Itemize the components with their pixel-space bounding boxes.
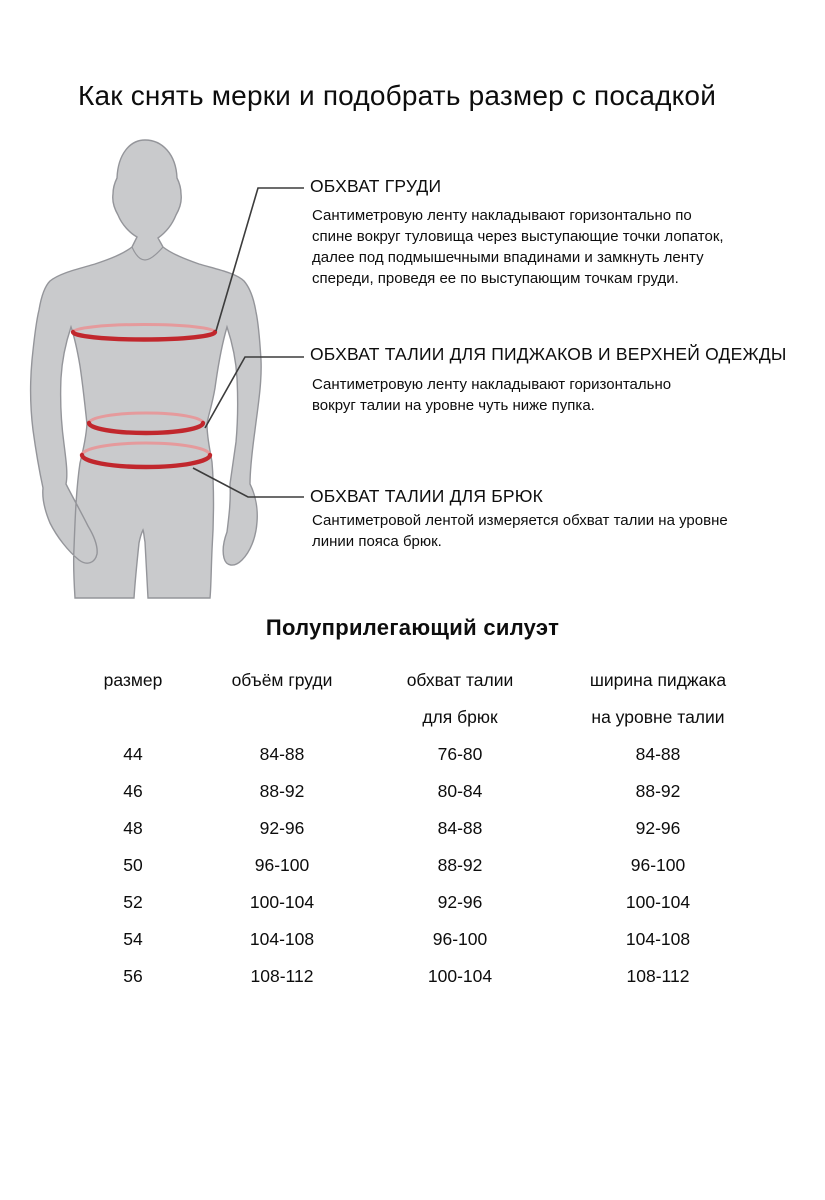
jacket-waist-section-description [312, 374, 671, 416]
table-cell: 92-96 [635, 818, 681, 838]
table-cell: 56 [123, 966, 143, 986]
trouser-waist-section-heading: ОБХВАТ ТАЛИИ ДЛЯ БРЮК [310, 486, 544, 506]
table-cell: 96-100 [254, 855, 310, 875]
jacket-waist-section-heading: ОБХВАТ ТАЛИИ ДЛЯ ПИДЖАКОВ И ВЕРХНЕЙ ОДЕЖДЫ [310, 344, 787, 364]
table-cell: 100-104 [427, 966, 493, 986]
table-cell: 92-96 [259, 818, 305, 838]
table-cell: 84-88 [259, 744, 305, 764]
table-cell: 48 [123, 818, 143, 838]
table-cell: 104-108 [249, 929, 315, 949]
column-header-trouser-waist: обхват талии [406, 670, 514, 690]
description-line: Сантиметровую ленту накладывают горизонтально [312, 376, 672, 393]
column-header-jacket-width-line2: на уровне талии [591, 707, 725, 727]
table-cell: 88-92 [259, 781, 305, 801]
table-title: Полуприлегающий силуэт [265, 615, 560, 640]
description-line: вокруг талии на уровне чуть ниже пупка. [312, 397, 595, 414]
description-line: линии пояса брюк. [312, 533, 442, 550]
table-cell: 96-100 [630, 855, 686, 875]
column-header-jacket-width: ширина пиджака [589, 670, 727, 690]
table-cell: 46 [123, 781, 143, 801]
table-cell: 92-96 [437, 892, 483, 912]
table-cell: 104-108 [625, 929, 691, 949]
table-cell: 88-92 [635, 781, 681, 801]
description-line: Сантиметровую ленту накладывают горизонтально по [312, 207, 692, 224]
size-table [60, 662, 754, 995]
table-cell: 88-92 [437, 855, 483, 875]
chest-section-description [312, 205, 724, 289]
male-figure-illustration [0, 130, 320, 610]
table-cell: 50 [123, 855, 143, 875]
column-header-size-line2 [60, 699, 206, 736]
description-line: Сантиметровой лентой измеряется обхват талии на уровне [312, 512, 728, 529]
table-cell: 96-100 [432, 929, 488, 949]
column-header-trouser-waist-line2: для брюк [422, 707, 498, 727]
description-line: спереди, проведя ее по выступающим точкам груди. [312, 270, 679, 287]
page-title: Как снять мерки и подобрать размер с посадкой [78, 80, 717, 111]
table-cell: 80-84 [437, 781, 483, 801]
description-line: далее под подмышечными впадинами и замкнуть ленту [312, 249, 704, 266]
column-header-chest: объём груди [231, 670, 333, 690]
table-cell: 84-88 [437, 818, 483, 838]
table-cell: 76-80 [437, 744, 483, 764]
description-line: спине вокруг туловища через выступающие точки лопаток, [312, 228, 724, 245]
table-cell: 44 [123, 744, 143, 764]
chest-section-heading: ОБХВАТ ГРУДИ [310, 176, 442, 196]
table-cell: 108-112 [626, 966, 690, 986]
table-cell: 100-104 [625, 892, 691, 912]
table-cell: 52 [123, 892, 143, 912]
trouser-waist-section-description [312, 510, 728, 552]
table-cell: 84-88 [635, 744, 681, 764]
column-header-size: размер [103, 670, 163, 690]
table-cell: 108-112 [250, 966, 314, 986]
table-cell: 54 [123, 929, 143, 949]
column-header-chest-line2 [206, 699, 358, 736]
table-cell: 100-104 [249, 892, 315, 912]
male-silhouette [31, 140, 262, 598]
